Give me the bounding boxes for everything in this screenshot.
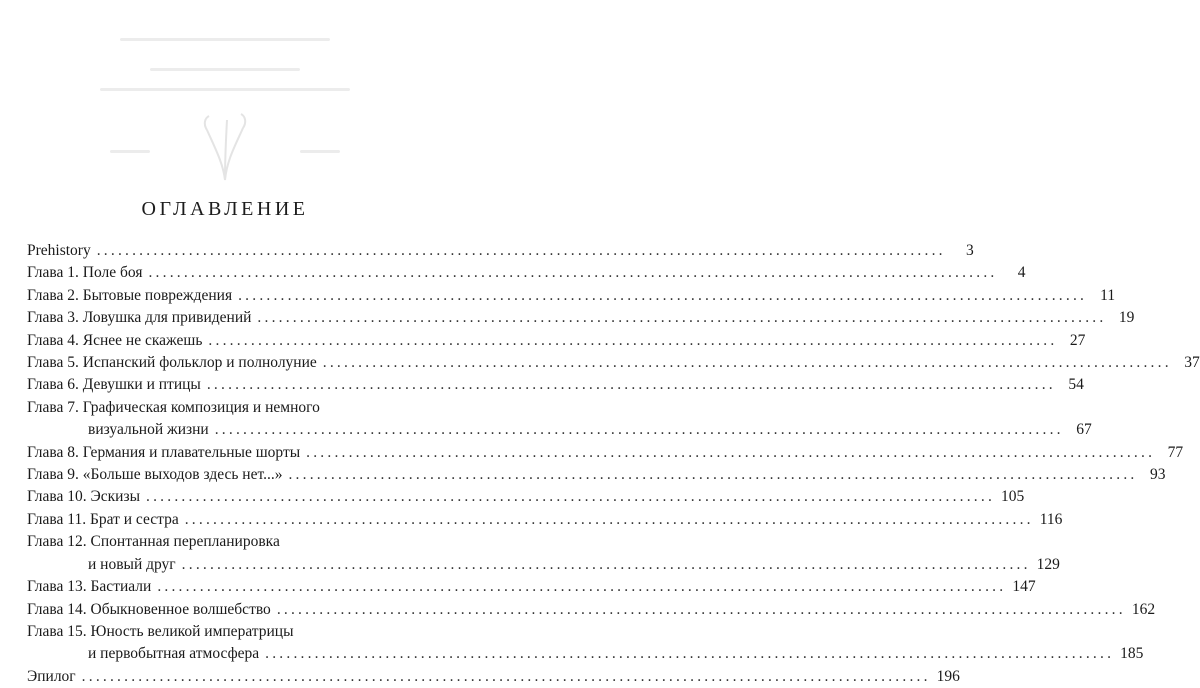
toc-leader-dots: ........................................................................................................................ (181, 555, 1031, 573)
toc-page-number: 4 (1017, 264, 1026, 282)
toc-page-number: 105 (1001, 488, 1025, 506)
toc-page-number: 147 (1012, 578, 1036, 596)
toc-entry (27, 509, 1063, 531)
toc-entry-title: Эпилог (27, 667, 76, 685)
toc-page-number: 162 (1131, 600, 1156, 618)
toc-page-number: 3 (965, 242, 974, 259)
toc-page-number: 93 (1149, 466, 1166, 484)
toc-leader-dots: ........................................................................................................................ (208, 331, 1058, 349)
toc-leader-dots: ........................................................................................................................ (157, 578, 1007, 596)
toc-entry-title: Глава 11. Брат и сестра (27, 510, 179, 528)
toc-leader-dots: ........................................................................................................................ (276, 600, 1126, 618)
toc-entry (27, 643, 1144, 665)
toc-leader-dots: ........................................................................................................................ (81, 667, 931, 685)
toc-entry-title: Глава 8. Германия и плавательные шорты (27, 443, 301, 461)
toc-entry (27, 599, 1156, 621)
toc-entry (27, 262, 1026, 284)
toc-page-number: 77 (1167, 443, 1184, 461)
toc-page-number: 27 (1069, 331, 1086, 349)
toc-leader-dots: ........................................................................................................................ (257, 309, 1107, 327)
table-of-contents (27, 240, 1200, 688)
toc-entry (27, 330, 1086, 352)
plant-illustration-ghost (185, 108, 265, 183)
toc-page-number: 196 (936, 667, 960, 685)
toc-leader-dots: ........................................................................................................................ (322, 354, 1172, 372)
toc-entry-title: Глава 13. Бастиали (27, 578, 152, 596)
table-of-contents-heading: ОГЛАВЛЕНИЕ (141, 198, 309, 220)
toc-entry-title: Prehistory (27, 242, 91, 259)
toc-leader-dots: ........................................................................................................................ (148, 264, 998, 282)
toc-entry (27, 419, 1092, 441)
toc-leader-dots: ........................................................................................................................ (238, 286, 1088, 304)
toc-entry (27, 666, 960, 688)
toc-page-number: 67 (1076, 421, 1092, 439)
toc-page-number: 11 (1100, 286, 1116, 304)
toc-entry-title: Глава 4. Яснее не скажешь (27, 331, 203, 349)
toc-entry (27, 442, 1184, 464)
toc-entry-title: и новый друг (88, 555, 176, 573)
toc-entry-title: Глава 10. Эскизы (27, 488, 141, 506)
toc-entry-title: и первобытная атмосфера (88, 645, 260, 663)
toc-leader-dots: ........................................................................................................................ (265, 645, 1115, 663)
toc-page-number: 54 (1068, 376, 1084, 394)
toc-leader-dots: ........................................................................................................................ (206, 376, 1056, 394)
toc-page-number: 129 (1036, 555, 1060, 573)
toc-leader-dots: ........................................................................................................................ (306, 443, 1156, 461)
toc-entry (27, 285, 1116, 307)
toc-entry (27, 352, 1200, 374)
toc-entry-title: визуальной жизни (88, 421, 209, 439)
toc-leader-dots: ........................................................................................................................ (184, 510, 1034, 528)
toc-entry-title: Глава 2. Бытовые повреждения (27, 286, 233, 304)
toc-leader-dots: ........................................................................................................................ (288, 466, 1138, 484)
toc-entry-title-line: Глава 15. Юность великой императрицы (27, 622, 294, 640)
toc-leader-dots: ........................................................................................................................ (146, 488, 996, 506)
toc-entry (27, 576, 1036, 598)
toc-leader-dots: ........................................................................................................................ (96, 242, 946, 259)
toc-entry-title-line: Глава 7. Графическая композиция и немного (27, 398, 320, 416)
toc-entry (27, 486, 1025, 508)
toc-page-number: 37 (1184, 354, 1200, 372)
toc-entry-title: Глава 3. Ловушка для привидений (27, 309, 252, 327)
toc-entry (27, 374, 1084, 396)
toc-page-number: 185 (1120, 645, 1144, 663)
toc-page-number: 19 (1118, 309, 1135, 327)
toc-entry-title: Глава 6. Девушки и птицы (27, 376, 201, 394)
toc-entry-title: Глава 1. Поле боя (27, 264, 143, 282)
toc-page-number: 116 (1039, 510, 1063, 528)
toc-entry-title: Глава 9. «Больше выходов здесь нет...» (27, 466, 283, 484)
toc-entry-title-line: Глава 12. Спонтанная перепланировка (27, 533, 280, 551)
toc-entry (27, 554, 1060, 576)
toc-entry (27, 240, 974, 262)
toc-entry (27, 464, 1166, 486)
toc-entry (27, 307, 1135, 329)
toc-leader-dots: ........................................................................................................................ (214, 421, 1064, 439)
bleed-through-background (0, 0, 450, 200)
toc-entry-title: Глава 5. Испанский фольклор и полнолуние (27, 354, 317, 372)
toc-entry-title: Глава 14. Обыкновенное волшебство (27, 600, 271, 618)
